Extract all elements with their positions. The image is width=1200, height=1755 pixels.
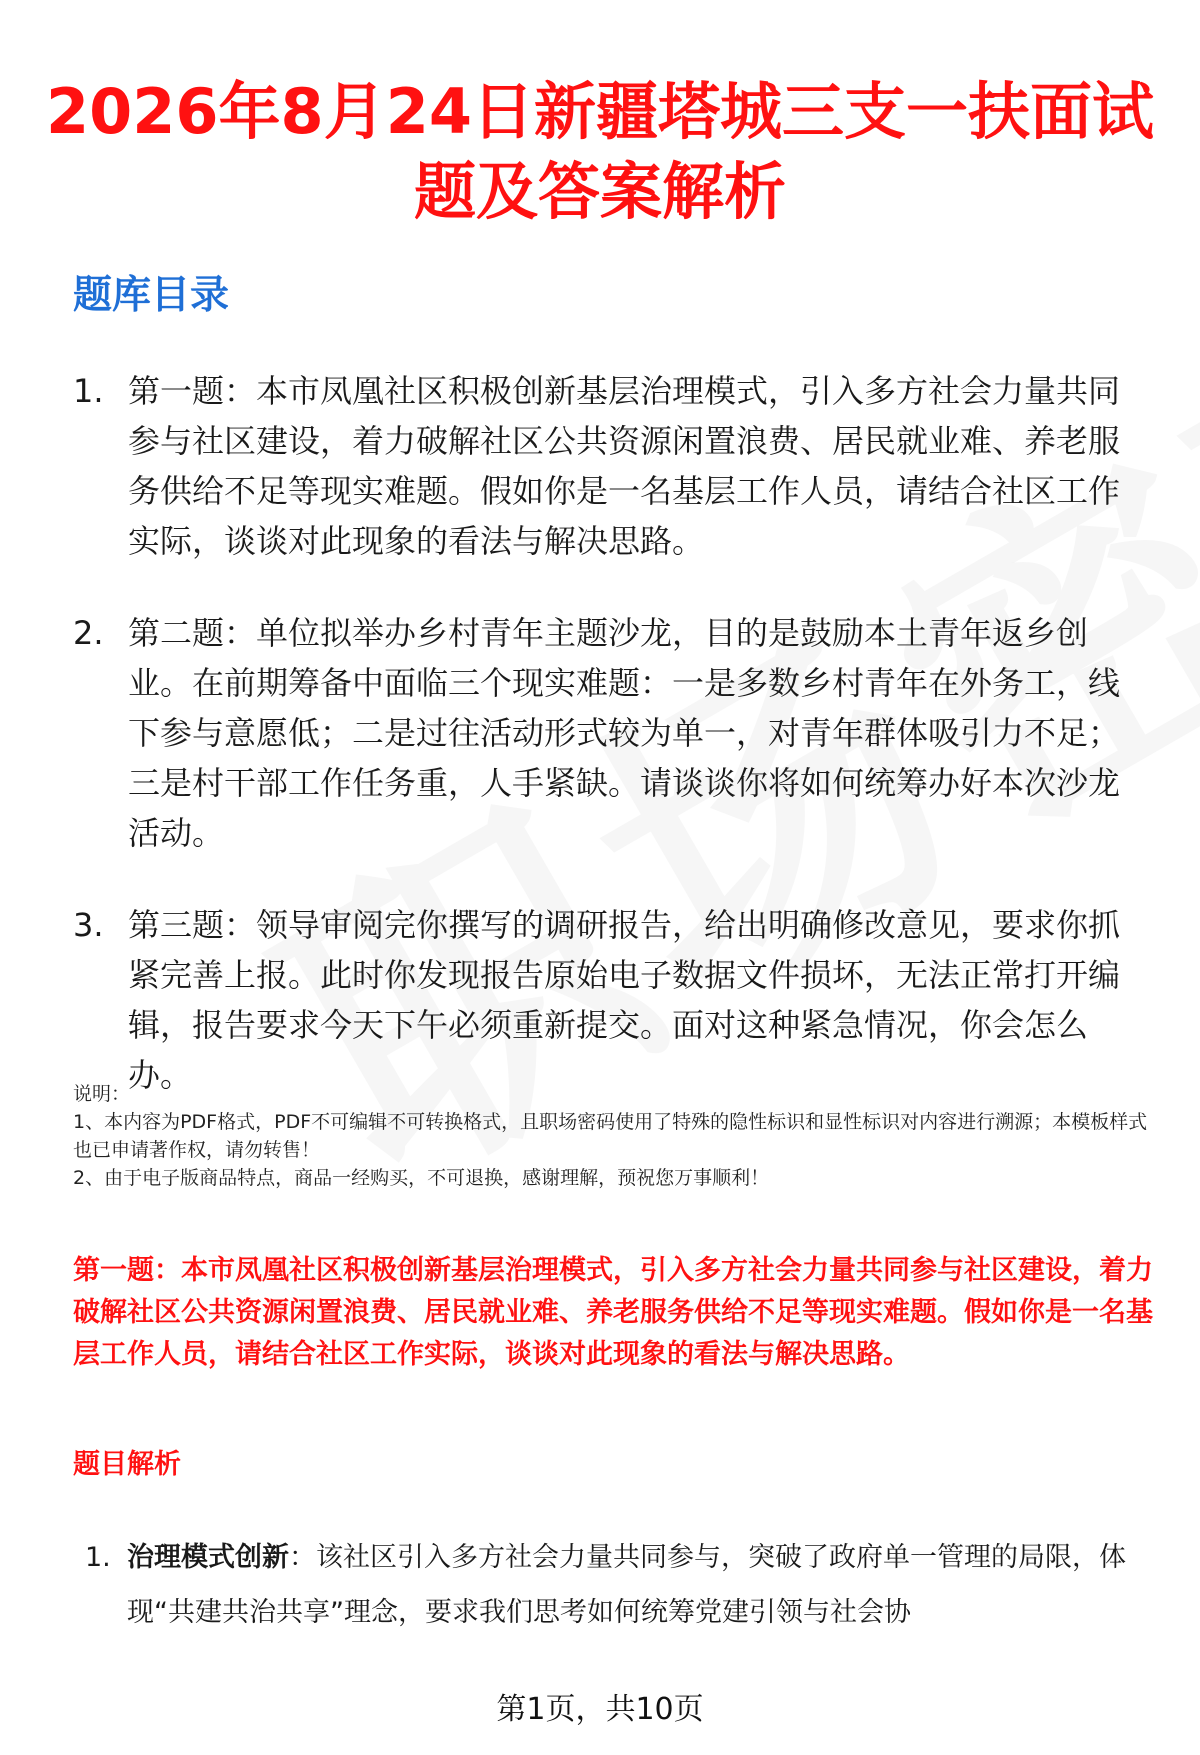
notes-section xyxy=(73,1080,1153,1192)
analysis-item-keyword: 治理模式创新 xyxy=(127,1542,289,1573)
toc-item-number: 2. xyxy=(73,614,104,652)
analysis-item-number: 1. xyxy=(85,1542,111,1573)
analysis-list xyxy=(85,1530,1140,1640)
analysis-heading: 题目解析 xyxy=(73,1449,181,1480)
toc-item-1 xyxy=(73,366,1135,566)
toc-item-text: 第二题：单位拟举办乡村青年主题沙龙，目的是鼓励本土青年返乡创业。在前期筹备中面临三个现实难题：一是多数乡村青年在外务工，线下参与意愿低；二是过往活动形式较为单一，对青年群体吸引力不足；三是村干部工作任务重，人手紧缺。请谈谈你将如何统筹办好本次沙龙活动。 xyxy=(128,614,1121,852)
notes-line-1: 1、本内容为PDF格式，PDF不可编辑不可转换格式，且职场密码使用了特殊的隐性标识和显性标识对内容进行溯源；本模板样式也已申请著作权，请勿转售！ xyxy=(73,1111,1148,1161)
toc-item-text: 第一题：本市凤凰社区积极创新基层治理模式，引入多方社会力量共同参与社区建设，着力破解社区公共资源闲置浪费、居民就业难、养老服务供给不足等现实难题。假如你是一名基层工作人员，请结合社区工作实际，谈谈对此现象的看法与解决思路。 xyxy=(128,372,1121,560)
page-title: 2026年8月24日新疆塔城三支一扶面试题及答案解析 xyxy=(46,75,1154,228)
toc-item-3 xyxy=(73,900,1135,1100)
analysis-item-text xyxy=(127,1530,1140,1640)
page-footer: 第1页，共10页 xyxy=(496,1692,704,1727)
toc-item-number: 1. xyxy=(73,372,104,410)
analysis-item-body: ：该社区引入多方社会力量共同参与，突破了政府单一管理的局限，体现“共建共治共享”理念，要求我们思考如何统筹党建引领与社会协 xyxy=(127,1542,1126,1628)
notes-label: 说明： xyxy=(73,1083,131,1105)
toc-item-number: 3. xyxy=(73,906,104,944)
toc-list xyxy=(73,366,1135,1142)
question-1-heading: 第一题：本市凤凰社区积极创新基层治理模式，引入多方社会力量共同参与社区建设，着力破解社区公共资源闲置浪费、居民就业难、养老服务供给不足等现实难题。假如你是一名基层工作人员，请结合社区工作实际，谈谈对此现象的看法与解决思路。 xyxy=(73,1255,1153,1370)
toc-heading: 题库目录 xyxy=(73,273,230,318)
toc-item-2 xyxy=(73,608,1135,858)
notes-line-2: 2、由于电子版商品特点，商品一经购买，不可退换，感谢理解，预祝您万事顺利！ xyxy=(73,1167,770,1189)
toc-item-text: 第三题：领导审阅完你撰写的调研报告，给出明确修改意见，要求你抓紧完善上报。此时你发现报告原始电子数据文件损坏，无法正常打开编辑，报告要求今天下午必须重新提交。面对这种紧急情况，你会怎么办。 xyxy=(128,906,1121,1094)
analysis-item-1 xyxy=(85,1530,1140,1640)
